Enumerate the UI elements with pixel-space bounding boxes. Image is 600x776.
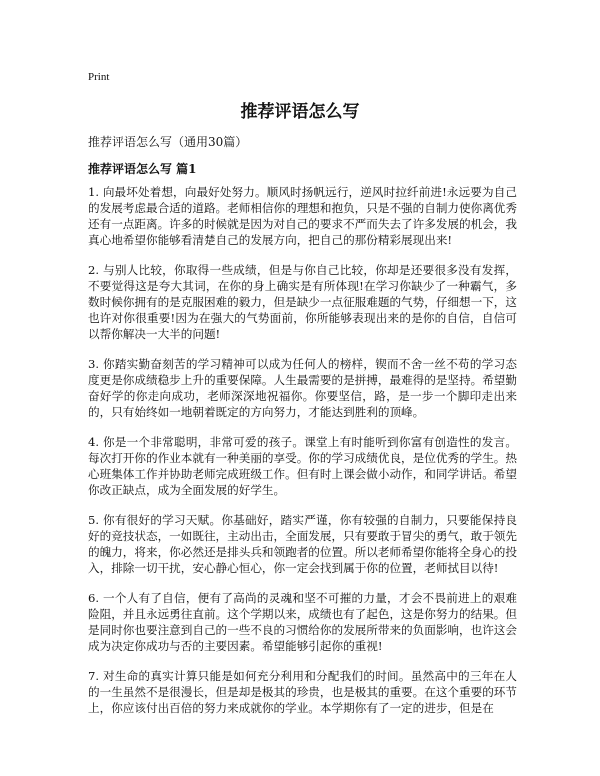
document-title: 推荐评语怎么写 xyxy=(240,102,360,122)
paragraph-2: 2. 与别人比较，你取得一些成绩，但是与你自己比较，你却是还要很多没有发挥，不要觉得这是夸大其词，在你的身上确实是有所体现!在学习你缺少了一种霸气，多数时候你拥有的是克服困难的毅力，但是缺少一点征服难题的气势，仔细想一下，这也许对你很重要!因为在强大的气势面前，你所能够表现出来的是你的自信，自信可以帮你解决一大半的问题! xyxy=(88,263,517,341)
paragraph-5: 5. 你有很好的学习天赋。你基础好，踏实严谨，你有较强的自制力，只要能保持良好的竞技状态，一如既往，主动出击，全面发展，只有要敢于冒尖的勇气，敢于领先的魄力，将来，你必然还是排头兵和领跑者的位置。所以老师希望你能将全身心的投入，排除一切干扰，安心静心恒心，你一定会找到属于你的位置，老师拭目以待! xyxy=(88,513,517,575)
document-subtitle: 推荐评语怎么写（通用30篇） xyxy=(88,135,248,149)
article-body xyxy=(88,184,517,730)
paragraph-4: 4. 你是一个非常聪明，非常可爱的孩子。课堂上有时能听到你富有创造性的发言。每次打开你的作业本就有一种美丽的享受。你的学习成绩优良，是位优秀的学生。热心班集体工作并协助老师完成班级工作。但有时上课会做小动作，和同学讲话。希望你改正缺点，成为全面发展的好学生。 xyxy=(88,435,517,497)
paragraph-3: 3. 你踏实勤奋刻苦的学习精神可以成为任何人的榜样，锲而不舍一丝不苟的学习态度更是你成绩稳步上升的重要保障。人生最需要的是拼搏，最难得的是坚持。希望勤奋好学的你走向成功，老师深深地祝福你。你要坚信，路，是一步一个脚印走出来的，只有始终如一地朝着既定的方向努力，才能达到胜利的顶峰。 xyxy=(88,357,517,419)
paragraph-6: 6. 一个人有了自信，便有了高尚的灵魂和坚不可摧的力量，才会不畏前进上的艰难险阻，并且永远勇往直前。这个学期以来，成绩也有了起色，这是你努力的结果。但是同时你也要注意到自己的一些不良的习惯给你的发展所带来的负面影响，也许这会成为决定你成功与否的主要因素。希望能够引起你的重视! xyxy=(88,591,517,653)
paragraph-7: 7. 对生命的真实计算只能是如何充分利用和分配我们的时间。虽然高中的三年在人的一生虽然不是很漫长，但是却是极其的珍贵，也是极其的重要。在这个重要的环节上，你应该付出百倍的努力来成就你的学业。本学期你有了一定的进步，但是在 xyxy=(88,669,517,715)
section-heading: 推荐评语怎么写 篇1 xyxy=(88,162,197,176)
paragraph-1: 1. 向最坏处着想，向最好处努力。顺风时扬帆远行，逆风时拉纤前进!永远要为自己的发展考虑最合适的道路。老师相信你的理想和抱负，只是不强的自制力使你离优秀还有一点距离。许多的时候就是因为对自己的要求不严而失去了许多发展的机会，我真心地希望你能够看清楚自己的发展方向，把自己的那份精彩展现出来! xyxy=(88,185,517,247)
print-label[interactable]: Print xyxy=(88,71,110,83)
